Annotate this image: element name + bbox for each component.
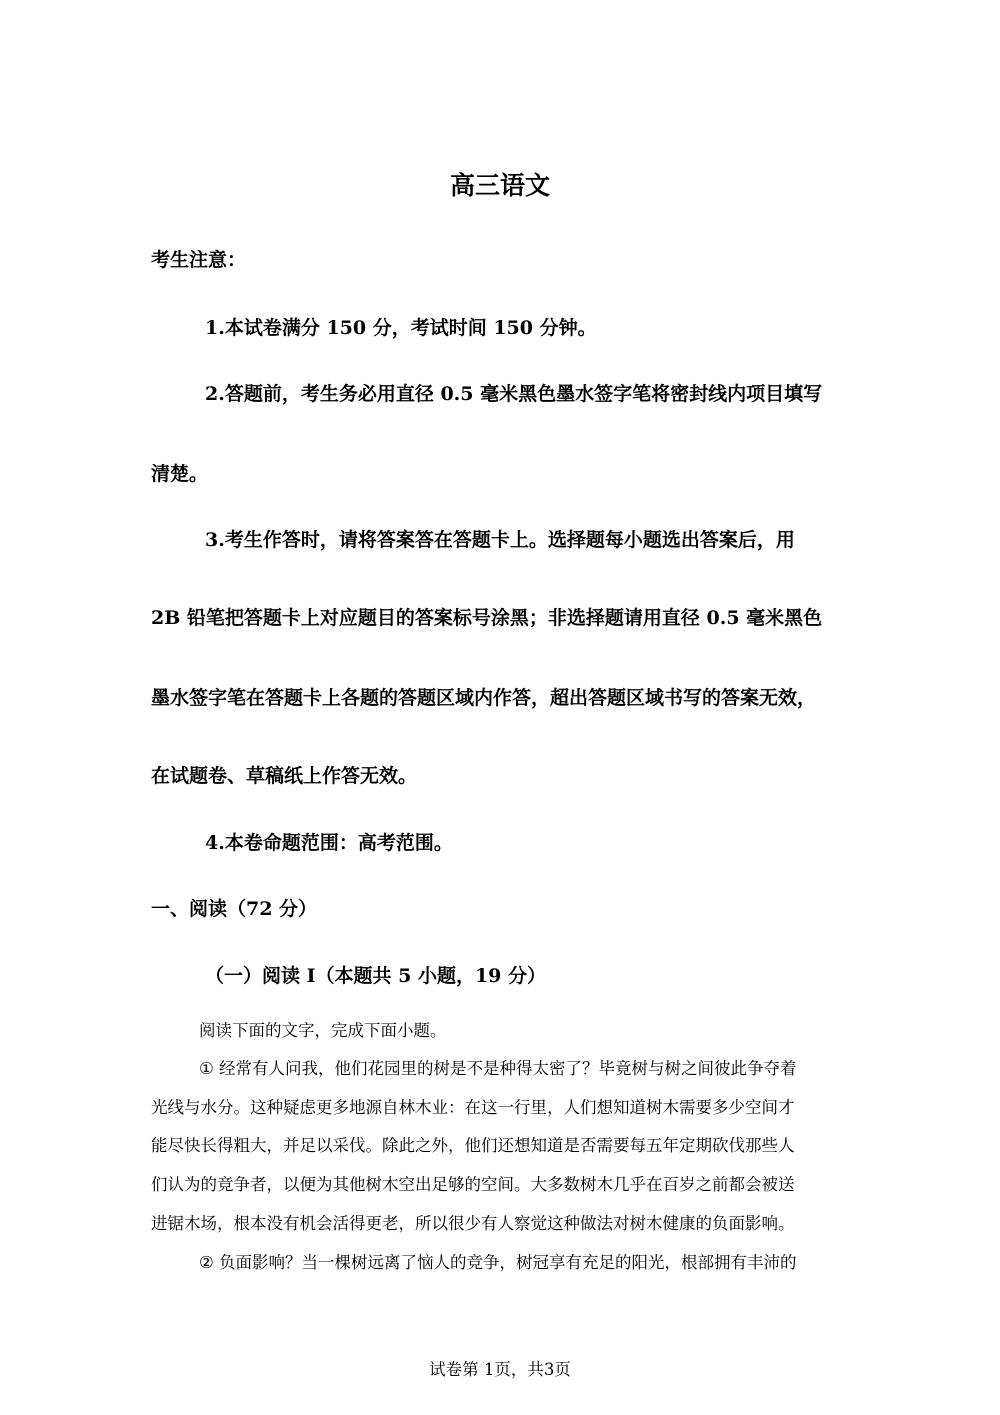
section-heading: 一、阅读（72 分） <box>151 898 318 920</box>
passage-line: 光线与水分。这种疑虑更多地源自林木业：在这一行里，人们想知道树木需要多少空间才 <box>151 1098 795 1117</box>
passage-line: 们认为的竞争者，以便为其他树木空出足够的空间。大多数树木几乎在百岁之前都会被送 <box>151 1175 795 1194</box>
passage-line: ② 负面影响？当一棵树远离了恼人的竞争，树冠享有充足的阳光，根部拥有丰沛的 <box>199 1253 797 1272</box>
passage-line: 能尽快长得粗大，并足以采伐。除此之外，他们还想知道是否需要每五年定期砍伐那些人 <box>151 1136 795 1155</box>
notice-item-3-cont-2: 墨水签字笔在答题卡上各题的答题区域内作答，超出答题区域书写的答案无效， <box>151 687 817 709</box>
passage-line: ① 经常有人问我，他们花园里的树是不是种得太密了？毕竟树与树之间彼此争夺着 <box>199 1059 797 1078</box>
notice-item-2: 2.答题前，考生务必用直径 0.5 毫米黑色墨水签字笔将密封线内项目填写 <box>205 383 823 405</box>
page-title: 高三语文 <box>449 171 550 200</box>
notice-item-4: 4.本卷命题范围：高考范围。 <box>205 832 453 854</box>
notice-item-2-cont: 清楚。 <box>151 463 209 485</box>
notice-heading: 考生注意： <box>151 249 247 271</box>
passage-line: 进锯木场，根本没有机会活得更老，所以很少有人察觉这种做法对树木健康的负面影响。 <box>151 1214 795 1233</box>
notice-item-3: 3.考生作答时，请将答案答在答题卡上。选择题每小题选出答案后，用 <box>205 529 795 551</box>
notice-item-3-cont-3: 在试题卷、草稿纸上作答无效。 <box>151 765 418 787</box>
sub-section-heading: （一）阅读 I（本题共 5 小题，19 分） <box>205 965 547 987</box>
notice-item-1: 1.本试卷满分 150 分，考试时间 150 分钟。 <box>205 317 597 339</box>
reading-instruction: 阅读下面的文字，完成下面小题。 <box>199 1021 447 1040</box>
page-footer: 试卷第 1页，共3页 <box>429 1360 571 1379</box>
notice-item-3-cont-1: 2B 铅笔把答题卡上对应题目的答案标号涂黑；非选择题请用直径 0.5 毫米黑色 <box>151 607 823 629</box>
